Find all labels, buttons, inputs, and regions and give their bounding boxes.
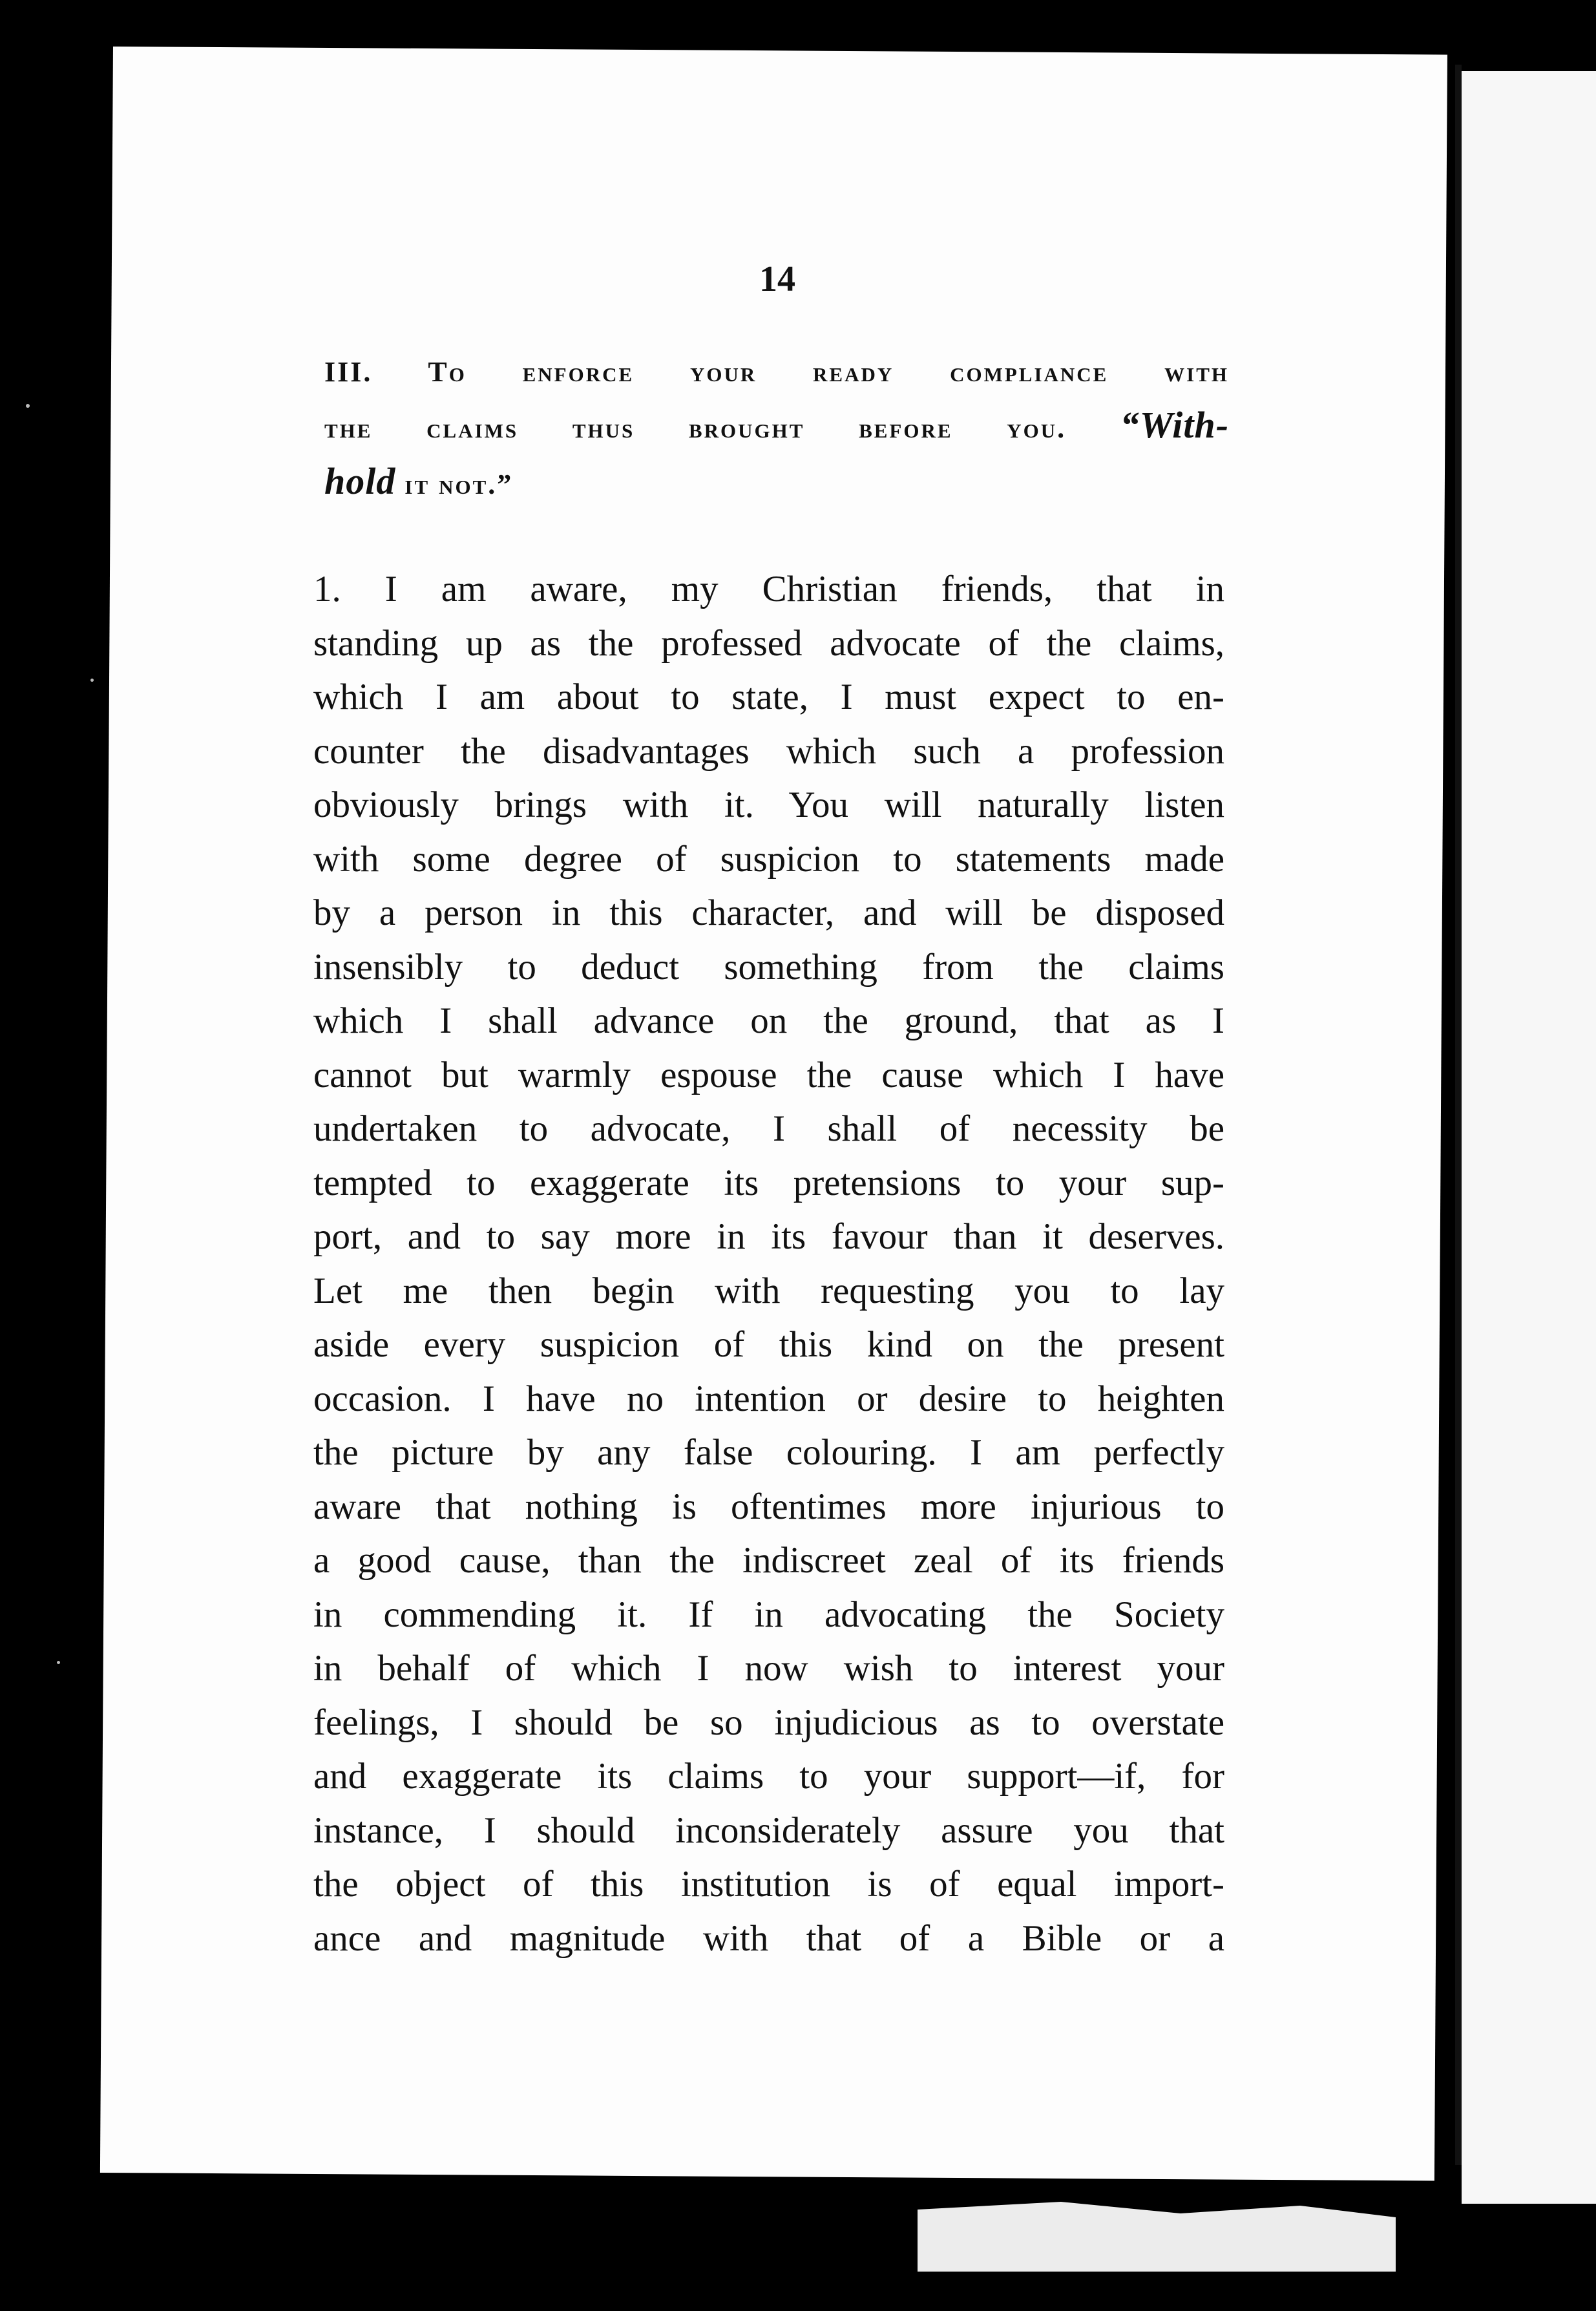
text-line: cannot but warmly espouse the cause which I have [313, 1054, 1224, 1095]
text-line: insensibly to deduct something from the claims [313, 946, 1224, 987]
text-line: aside every suspicion of this kind on the present [313, 1324, 1224, 1365]
text-line: with some degree of suspicion to statements made [313, 838, 1224, 880]
text-line: undertaken to advocate, I shall of necessity be [313, 1108, 1224, 1149]
binding-shadow [1455, 65, 1462, 2165]
margin-mark [90, 679, 94, 682]
facing-page-edge [1462, 71, 1596, 2204]
section-heading [324, 346, 1229, 511]
text-line: in commending it. If in advocating the Society [313, 1594, 1224, 1635]
text-line: which I shall advance on the ground, that as I [313, 1000, 1224, 1041]
text-line: standing up as the professed advocate of the claims, [313, 622, 1224, 664]
text-line: instance, I should inconsiderately assure you that [313, 1810, 1224, 1851]
text-line: obviously brings with it. You will naturally listen [313, 785, 1224, 825]
heading-line-3: hold it not.” [324, 460, 514, 502]
text-line: feelings, I should be so injudicious as to overstate [313, 1702, 1224, 1743]
text-line: ance and magnitude with that of a Bible or a [313, 1917, 1224, 1959]
text-line: tempted to exaggerate its pretensions to your sup- [313, 1162, 1224, 1203]
text-line: by a person in this character, and will be disposed [313, 892, 1224, 933]
text-line: and exaggerate its claims to your support—if, for [313, 1756, 1224, 1797]
text-line: occasion. I have no intention or desire to heighten [313, 1378, 1224, 1419]
margin-mark [26, 404, 30, 408]
heading-quote-start: “With- [1120, 404, 1230, 446]
text-line: the object of this institution is of equal import- [313, 1864, 1224, 1905]
text-line: Let me then begin with requesting you to lay [313, 1270, 1224, 1311]
text-line: the picture by any false colouring. I am perfectly [313, 1432, 1224, 1473]
paper-scrap [918, 2194, 1396, 2272]
text-line: in behalf of which I now wish to interest your [313, 1648, 1224, 1689]
body-paragraph [313, 562, 1224, 1965]
heading-line-1: III. To enforce your ready compliance with [324, 356, 1229, 388]
margin-mark [57, 1661, 60, 1664]
text-line: aware that nothing is oftentimes more injurious to [313, 1486, 1224, 1527]
text-line: 1. I am aware, my Christian friends, that in [313, 569, 1224, 609]
heading-line-2: the claims thus brought before you. “With- [324, 404, 1230, 446]
text-line: counter the disadvantages which such a profession [313, 730, 1224, 772]
text-line: which I am about to state, I must expect to en- [313, 677, 1224, 717]
heading-quote-end: hold [324, 460, 396, 502]
text-line: port, and to say more in its favour than it deserves. [313, 1216, 1224, 1257]
text-line: a good cause, than the indiscreet zeal of its friends [313, 1540, 1224, 1581]
page-number: 14 [759, 259, 795, 299]
